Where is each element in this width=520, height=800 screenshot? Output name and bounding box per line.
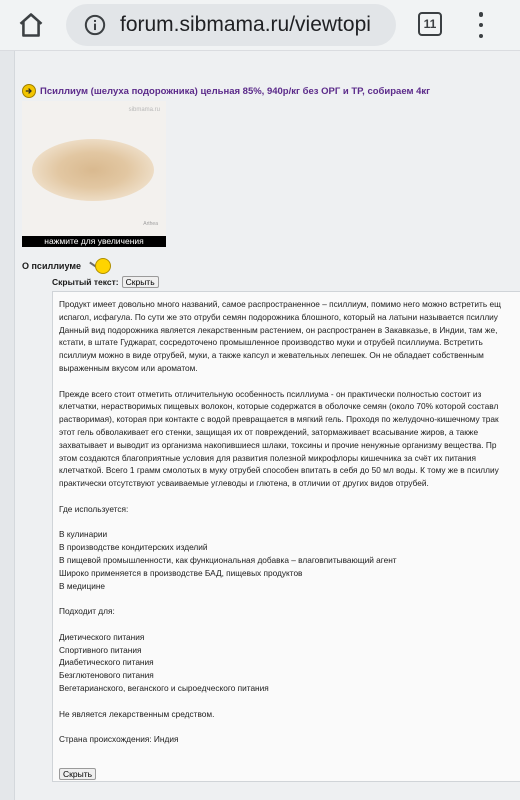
magic-smiley-icon [89, 258, 111, 274]
topic-link-line [22, 84, 430, 98]
topic-title-link[interactable]: Псиллиум (шелуха подорожника) цельная 85%, 940р/кг без ОРГ и ТР, собираем 4кг [40, 85, 431, 97]
hide-button-top[interactable]: Скрыть [122, 276, 159, 288]
address-bar[interactable] [66, 4, 396, 46]
enlarge-caption[interactable]: нажмите для увеличения [22, 236, 166, 247]
product-photo[interactable] [22, 101, 166, 247]
tab-switcher-button[interactable] [418, 12, 442, 36]
hide-button-bottom[interactable]: Скрыть [59, 768, 96, 780]
tab-count: 11 [423, 17, 437, 31]
info-icon[interactable] [84, 14, 106, 36]
arrow-right-icon [22, 84, 36, 98]
hidden-text-content: Продукт имеет довольно много названий, самое распространенное – псиллиум, помимо него можно встретить ещ испагол, исфагула. По сути же это отруби семян подорожника блошного, который на латыни называется псиллиу Данный вид подорожника является лекарственным растением, он распространен в Закавказье, в Индии, там же, кстати, в штате Гуджарат, сосредоточено промышленное производство муки и отрубей псиллиума. Встретить псиллиум можно в виде отрубей, муки, а также капсул и жевательных лепешек. Он не обладает собственным выраженным вкусом или ароматом. Прежде всего стоит отметить отличительную особенность псиллиума - он практически полностью состоит из клетчатки, нерастворимых пищевых волокон, которые содержатся в оболочке семян (около 70% которой составл растворимая), которая при контакте с водой превращается в мягкий гель. Проходя по желудочно-кишечному трак этот гель обволакивает его стенки, защищая их от повреждений, затормаживает всасывание жиров, а также захватывает и выводит из организма накопившиеся шлаки, токсины и прочие ненужные организму вещества. Пр этом создаются благоприятные условия для развития полезной микрофлоры кишечника за счёт их питания клетчаткой. Всего 1 грамм смолотых в муку отрубей способен впитать в себя до 50 мл воды. К тому же в псиллиу практически отсутствуют усваиваемые углеводы и глютена, в отличии от других видов отрубей. Где используется: В кулинарии В производстве кондитерских изделий В пищевой промышленности, как функциональная добавка – влаговпитывающий агент Широко применяется в производстве БАД, пищевых продуктов В медицине Подходит для: Диетического питания Спортивного питания Диабетического питания Безглютенового питания Вегетарианского, веганского и сыроедческого питания Не является лекарственным средством. Страна происхождения: Индия [59, 299, 501, 745]
forum-page [0, 51, 520, 800]
hidden-text-header [52, 276, 159, 288]
psyllium-husk-image [32, 139, 154, 201]
home-button[interactable] [14, 8, 48, 42]
more-vert-icon [479, 12, 484, 17]
about-label: О псиллиуме [22, 261, 81, 271]
url-text[interactable]: forum.sibmama.ru/viewtopi [120, 13, 371, 36]
image-signature: Arthea [143, 221, 158, 227]
home-icon [17, 11, 45, 39]
browser-toolbar [0, 0, 520, 51]
left-rail [0, 51, 15, 800]
more-menu-button[interactable] [474, 12, 488, 38]
hidden-text-box [52, 291, 520, 782]
hidden-text-label: Скрытый текст: [52, 277, 119, 287]
image-watermark: sibmama.ru [128, 107, 160, 113]
about-line [22, 258, 111, 274]
